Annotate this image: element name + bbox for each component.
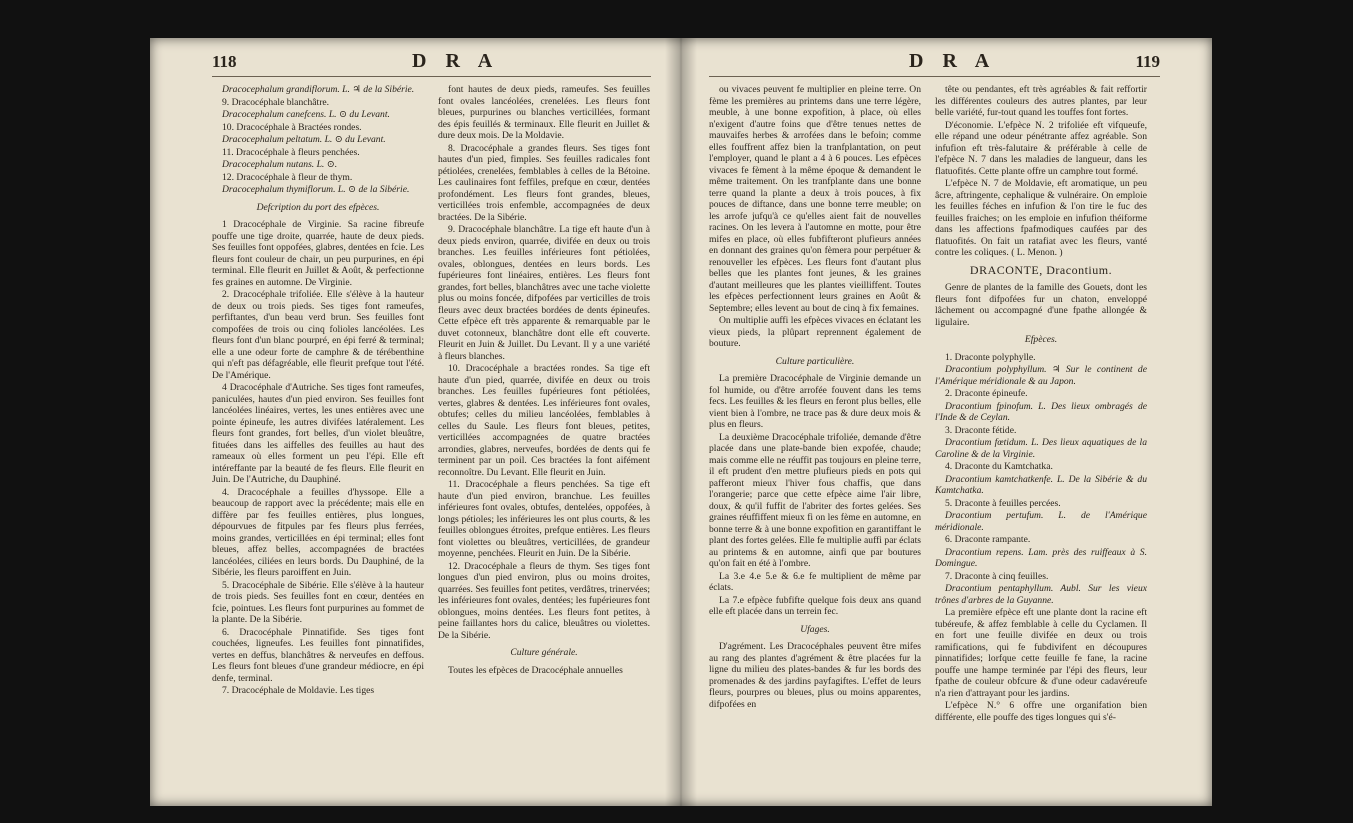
paragraph: Dracocephalum nutans. L. ⊙. [222,159,338,170]
section-heading: DRACONTE, Dracontium. [969,262,1113,277]
paragraph: 11. Dracocéphale a fleurs penchées. Sa tige eft haute d'un pied environ, branchue. Les feuilles inférieures font ovales, obtufes, dentelées, oppofées, à longs pétioles; les inférieures les ont plus courts, & les feuilles oblongues étroites, prefque entières. Les fleurs font violettes ou bleuâtres, verticillées, de grandeur moyenne, penchées. Fleurit en Juin. De la Sibérie. [438,479,650,559]
left-page-header [212,50,651,77]
paragraph: Dracontium pertufum. L. de l'Amérique méridionale. [935,510,1147,533]
paragraph: 6. Dracocéphale Pinnatifide. Ses tiges font couchées, ligneufes. Les feuilles font pinnatifides, vertes en deffus, blanchâtres & nerveufes en deffous. Les fleurs font bleues d'une grandeur médiocre, en épi denfe, terminal. [212,626,424,684]
paragraph: La 7.e efpèce fubfifte quelque fois deux ans quand elle eft placée dans un terrein fec. [709,594,921,617]
paragraph: ou vivaces peuvent fe multiplier en pleine terre. On fème les premières au printems dans une terre légère, meuble, à une bonne expofition, à place, où elles n'exigent d'autre foins que d'être tenues nettes de mauvaifes herbes & arrofées dans le befoin; comme elles fouffrent affez bien la tranfplantation, on peut l'employer, quand le plant a 4 à 6 pouces. Les efpèces vivaces fe fèment à la même époque & demandent le même traitement. On les tranfplante dans une bonne terre quand la plante a deux à trois pouces, à fix pouces de diftance, dans une bonne terre meuble; on les arrofe jufqu'à ce qu'elles aient fait de nouvelles racines. On les levera à l'automne en motte, pour être mifes en place, où elles fubfifteront plufieurs années en donnant des graines qu'on fèmera pour perpétuer & renouveller les efpèces. Les fleurs font d'autant plus belles que les plantes font jeunes, & les graines d'autant meilleures que les plantes vieilliffent. Toutes les efpèces perfectionnent leurs graines en Août & Septembre; elles levent au bout de cinq à fix femaines. [709,84,921,314]
paragraph: La première efpèce eft une plante dont la racine eft tubéreufe, & affez femblable à celle du Cyclamen. Il en fort une feuille divifée en deux ou trois ramifications, qui fe fubdivifent en découpures pinnatifides; lorfque cette feuille fe fane, la racine pouffe une hampe terminée par l'épi des fleurs, leur fpathe de couleur obfcure & d'une odeur cadavéreufe n'a rien d'attrayant pour les jardins. [935,607,1147,699]
paragraph: 2. Draconte épineufe. [945,388,1028,399]
paragraph: La 3.e 4.e 5.e & 6.e fe multiplient de même par éclats. [709,570,921,593]
running-title: D R A [909,50,997,72]
paragraph: 7. Draconte à cinq feuilles. [945,570,1049,582]
paragraph: On multiplie auffi les efpèces vivaces en éclatant les vieux pieds, la plûpart reprennent également de bouture. [709,315,921,349]
paragraph: 3. Draconte fétide. [945,424,1017,436]
paragraph: tête ou pendantes, eft très agréables & fait reffortir les différentes couleurs des autres plantes, par leur belle variété, fur-tout quand les touffes font fortes. [935,84,1147,118]
paragraph: Dracocephalum canefcens. L. ⊙ du Levant. [222,109,390,120]
section-heading: Culture particulière. [775,355,855,367]
book-spread [150,38,1212,806]
paragraph: 6. Draconte rampante. [945,534,1031,545]
left-column-1 [212,84,424,698]
paragraph: D'agrément. Les Dracocéphales peuvent être mifes au rang des plantes d'agrément & être placées fur la ligne du milieu des plates-bandes & fur les bords des promenades & des jardins payfagiftes. L'effet de leurs fleurs, pourpres ou bleues, plus ou moins apparentes, difpofées en [709,641,921,710]
paragraph: Dracontium repens. Lam. près des ruiffeaux à S. Domingue. [935,546,1147,569]
paragraph: Dracontium kamtchatkenfe. L. De la Sibérie & du Kamtchatka. [935,473,1147,496]
paragraph: L'efpèce N. 7 de Moldavie, eft aromatique, un peu âcre, aftringente, cephalique & vulnéraire. On emploie les feuilles féches en infufion & l'on tire le fuc des feuilles fraiches; on les emploie en infufion théiforme dans les affections fpafmodiques caufées par des flatuofités. On fait un ratafiat avec les fleurs, vanté contre les coliques. ( L. Menon. ) [935,178,1147,258]
paragraph: 4. Draconte du Kamtchatka. [945,461,1053,472]
right-page-header [709,50,1160,77]
page-number: 118 [212,52,237,71]
paragraph: 1 Dracocéphale de Virginie. Sa racine fibreufe pouffe une tige droite, quarrée, haute de deux pieds. Ses feuilles font oppofées, glabres, dentées en fcie. Les fleurs font couleur de chair, un peu purpurines, en épi terminal. Elle fleurit en Juillet & Août, & perfectionne fes graines en automne. De Virginie. [212,219,424,288]
page-number: 119 [1135,52,1160,71]
section-heading: Culture générale. [510,647,578,658]
paragraph: 1. Draconte polyphylle. [945,351,1036,363]
paragraph: Dracontium fœtidum. L. Des lieux aquatiques de la Caroline & de la Virginie. [935,437,1147,460]
paragraph: 9. Dracocéphale blanchâtre. [222,96,330,108]
paragraph: L'efpèce N.° 6 offre une organifation bien différente, elle pouffe des tiges longues qui s'é- [935,700,1147,723]
left-column-2 [438,84,650,677]
right-page [681,38,1212,806]
paragraph: 7. Dracocéphale de Moldavie. Les tiges [222,685,375,696]
paragraph: Dracontium polyphyllum. ♃ Sur le continent de l'Amérique méridionale & au Japon. [935,364,1147,387]
paragraph: 5. Draconte à feuilles percées. [945,497,1061,509]
paragraph: La première Dracocéphale de Virginie demande un fol humide, ou d'être arrofée fouvent dans les tems fecs. Les feuilles & les fleurs en feront plus belles, elle vient bien à l'ombre, ne trace pas & dure deux mois & plus en fleurs. [709,373,921,430]
paragraph: font hautes de deux pieds, rameufes. Ses feuilles font ovales lancéolées, crenelées. Les fleurs font bleues, purpurines ou blanches verticillées, formant des épis feuillés & terminaux. Elle fleurit en Juillet & dure deux mois. De la Moldavie. [438,84,650,141]
running-title: D R A [412,50,500,72]
paragraph: D'économie. L'efpèce N. 2 trifoliée eft vifqueufe, elle répand une odeur pénétrante affez agréable. Son infufion eft très-falutaire & préférable à celle de l'efpèce N. 7 dans les maladies de langueur, dans les flatuofités. Cette plante offre un camphre tout formé. [935,119,1147,177]
paragraph: 4. Dracocéphale a feuilles d'hyssope. Elle a beaucoup de rapport avec la précédente; mais elle en diffère par fes feuilles entières, plus longues, dépourvues de fitpules par fes fleurs plus ferrées, moins grandes, verticillées en épi terminal; elles font bleues, affez belles, accompagnées de bractées lancéolées, ciliées en leurs bords. Du Dauphiné, de la Sibérie, les fleurs paroiffent en Juin. [212,486,424,578]
paragraph: Dracocephalum peltatum. L. ⊙ du Levant. [222,134,386,145]
paragraph: Dracocephalum grandiflorum. L. ♃ de la Sibérie. [222,84,415,95]
section-heading: Efpèces. [1024,334,1058,345]
paragraph: Toutes les efpèces de Dracocéphale annuelles [448,664,623,676]
left-page [150,38,681,806]
paragraph: La deuxième Dracocéphale trifoliée, demande d'être placée dans une plate-bande bien expofée, chaude; mais comme elle ne réuffit pas toujours en pleine terre, il eft prudent d'en mettre plufieurs pieds en pots qui pafferont mieux l'hiver fous chaffis, que dans l'orangerie; parce que cette efpèce aime l'air libre, doux, & qu'il fuffit de l'abriter des fortes gelées. Ses graines réuffiffent mieux fi on les fème en automne, en bonne terre & à une bonne expofition en garantiffant le plant des fortes gelées. Elle fe multiplie auffi par éclats au printems & en automne, ainfi que par boutures qu'on fait en été à l'ombre. [709,431,921,569]
paragraph: 8. Dracocéphale a grandes fleurs. Ses tiges font hautes d'un pied, fimples. Ses feuilles radicales font pétiolées, crenelées, femblables à celles de la Bétoine. Les caulinaires font feffiles, prefque en cœur, dentées profondément. Les fleurs font grandes, bleues, verticillées trois enfemble, accompagnées de deux bractées. De la Sibérie. [438,142,650,223]
paragraph: Genre de plantes de la famille des Gouets, dont les fleurs font difpofées fur un chaton, enveloppé lâchement ou accompagné d'une fpathe allongée & ligulaire. [935,282,1147,328]
paragraph: 10. Dracocéphale a bractées rondes. Sa tige eft haute d'un pied, quarrée, divifée en deux ou trois branches. Les feuilles fupérieures font pétiolées, vertes, glabres & dentées. Les inférieures font ovales, obtufes; celles du milieu lancéolées, femblables à celles du Saule. Les fleurs font bleues, petites, verticillées accompagnées de quatre bractées arrondies, glabres, nerveufes, bordées de dents qui fe terminent par un poil. Ces bractées la font aifément reconnoître. Du Levant. Elle fleurit en Juin. [438,363,650,478]
section-heading: Defcription du port des efpèces. [256,201,380,213]
paragraph: 11. Dracocéphale à fleurs penchées. [222,146,360,158]
paragraph: Dracocephalum thymiflorum. L. ⊙ de la Sibérie. [222,184,410,195]
paragraph: 12. Dracocéphale à fleur de thym. [222,171,353,183]
paragraph: 10. Dracocéphale à Bractées rondes. [222,121,362,133]
paragraph: Dracontium pentaphyllum. Aubl. Sur les vieux trônes d'arbres de la Guyanne. [935,583,1147,606]
right-column-1 [709,84,921,711]
paragraph: 2. Dracocéphale trifoliée. Elle s'élève à la hauteur de deux ou trois pieds. Ses tiges font rameufes, perfiftantes, d'un beau verd brun. Ses feuilles font compofées de trois ou cinq folioles lancéolées. Les fleurs font d'un blanc pourpré, en épi ferré & terminal; elle a une odeur forte de camphre & de térébenthine qui n'eft pas défagréable, elle fleurit prefque tout l'été. De l'Amérique. [212,289,424,381]
paragraph: 4 Dracocéphale d'Autriche. Ses tiges font rameufes, paniculées, hautes d'un pied environ. Ses feuilles font lancéolées linéaires, vertes, les unes entières avec une pointe épineufe, les autres divifées latéralement. Les fleurs font grandes, fort belles, d'un violet bleuâtre, fituées dans les aiffelles des feuilles au haut des rameaux où elles forment un peu l'épi. Elle eft intéreffante par la beauté de fes fleurs. Elle fleurit en Juin. De l'Autriche, du Dauphiné. [212,382,424,485]
paragraph: 9. Dracocéphale blanchâtre. La tige eft haute d'un à deux pieds environ, quarrée, divifée en deux ou trois branches. Les feuilles inférieures font pétiolées, ovales, oblongues, dentées en leurs bords. Les fupérieures font linéaires, entières. Les fleurs font grandes, fort belles, blanchâtres avec une tache violette plus ou moins foncée, difpofées par verticilles de trois fleurs avec deux bractées bordées de dents épineufes. Cette efpèce eft très apparente & remarquable par le duvet cotonneux, blanchâtre dont elle eft couverte. Fleurit en Juin & Juillet. Du Levant. Il y a une variété à fleurs blanches. [438,224,650,362]
paragraph: 12. Dracocéphale a fleurs de thym. Ses tiges font longues d'un pied environ, plus ou moins droites, quarrées. Ses feuilles font petites, verdâtres, trinervées; les inférieures font ovales, dentées; les fupérieures font oblongues, moins dentées. Les fleurs font petites, à peine faillantes hors du calice, bleuâtres ou violettes. De la Sibérie. [438,560,650,641]
paragraph: 5. Dracocéphale de Sibérie. Elle s'élève à la hauteur de trois pieds. Ses feuilles font en cœur, dentées en fcie, pointues. Les fleurs font purpurines au fommet de la plante. De la Sibérie. [212,579,424,625]
section-heading: Ufages. [800,623,830,635]
right-column-2 [935,84,1147,724]
paragraph: Dracontium fpinofum. L. Des lieux ombragés de l'Inde & de Ceylan. [935,400,1147,423]
